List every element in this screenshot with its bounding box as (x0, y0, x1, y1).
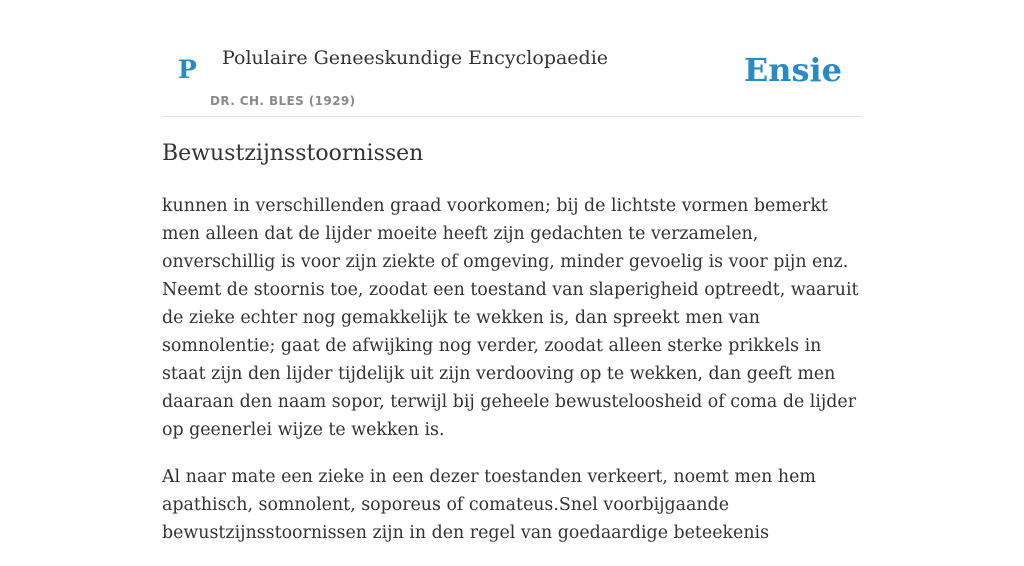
book-logo[interactable]: P (178, 55, 197, 84)
entry-body (162, 192, 862, 566)
page-title: Bewustzijnsstoornissen (162, 141, 424, 166)
ensie-logo-link[interactable]: Ensie (743, 51, 842, 89)
book-author: DR. CH. BLES (1929) (210, 94, 356, 108)
page (162, 0, 862, 543)
book-title[interactable]: Polulaire Geneeskundige Encyclopaedie (222, 47, 609, 69)
header (162, 0, 862, 117)
body-paragraph-2: Al naar mate een zieke in een dezer toestanden verkeert, noemt men hem apathisch, somnolent, soporeus of comateus.Snel voorbijgaande bewustzijnsstoornissen zijn in den regel van goedaardige beteekenis (162, 467, 816, 543)
body-paragraph-1: kunnen in verschillenden graad voorkomen; bij de lichtste vormen bemerkt men alleen dat de lijder moeite heeft zijn gedachten te verzamelen, onverschillig is voor zijn ziekte of omgeving, minder gevoelig is voor pijn enz. Neemt de stoornis toe, zoodat een toestand van slaperigheid optreedt, waaruit de zieke echter nog gemakkelijk te wekken is, dan spreekt men van somnolentie; gaat de afwijking nog verder, zoodat alleen sterke prikkels in staat zijn den lijder tijdelijk uit zijn verdooving op te wekken, dan geeft men daaraan den naam sopor, terwijl bij geheele bewusteloosheid of coma de lijder op geenerlei wijze te wekken is. (162, 196, 859, 440)
